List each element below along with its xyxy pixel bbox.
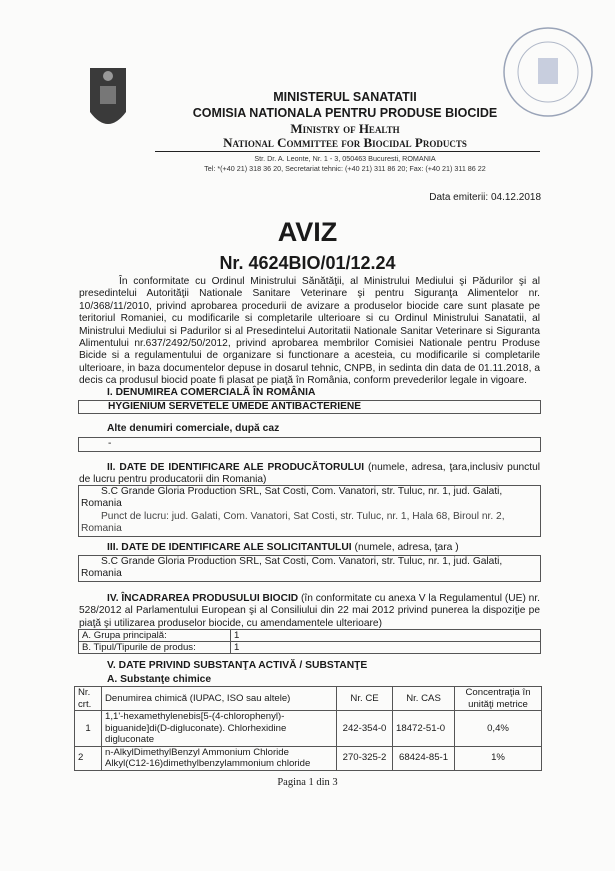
- document-title: AVIZ: [277, 217, 338, 247]
- other-names-heading: Alte denumiri comerciale, după caz: [107, 423, 280, 434]
- table-row: [79, 630, 541, 642]
- col-nr: Nr. crt.: [75, 687, 102, 711]
- cell-conc: 1%: [455, 746, 542, 770]
- section-4-note: (în conformitate cu anexa V la Regulamentul (UE) nr. 528/2012 al Parlamentului European şi al Consiliului din 22 mai 2012 privind punerea la dispoziţie pe piaţă şi utilizarea produselor biocide, cu amendamentele ulterioare): [79, 593, 540, 629]
- col-conc: Concentraţia în unităţi metrice: [455, 687, 542, 711]
- section-5-heading: V. DATE PRIVIND SUBSTANŢA ACTIVĂ / SUBSTANŢE: [107, 660, 368, 671]
- trade-name-box: HYGIENIUM SERVETELE UMEDE ANTIBACTERIENE: [78, 400, 541, 414]
- commission-ro: COMISIA NATIONALA PENTRU PRODUSE BIOCIDE: [192, 106, 498, 120]
- section-3-title: III. DATE DE IDENTIFICARE ALE SOLICITANTULUI: [107, 542, 352, 553]
- cell-value: 1: [231, 642, 541, 654]
- table-header-row: [75, 687, 542, 711]
- coat-of-arms-icon: [86, 64, 130, 136]
- col-name: Denumirea chimică (IUPAC, ISO sau altele): [102, 687, 337, 711]
- commission-en: National Committee for Biocidal Products: [223, 135, 467, 150]
- col-cas: Nr. CAS: [393, 687, 455, 711]
- cell-nr: 2: [75, 746, 102, 770]
- classification-table: [78, 629, 541, 654]
- applicant-box: [78, 555, 541, 582]
- header-divider: [155, 151, 540, 152]
- ministry-en: Ministry of Health: [290, 121, 400, 136]
- applicant-address: S.C Grande Gloria Production SRL, Sat Costi, Com. Vanatori, str. Tuluc, nr. 1, jud. Galati, Romania: [81, 556, 503, 580]
- document-number: Nr. 4624BIO/01/12.24: [219, 253, 396, 273]
- cell-label: A. Grupa principală:: [79, 630, 231, 642]
- section-4-heading: [79, 593, 540, 630]
- table-row: [75, 746, 542, 770]
- producer-address: S.C Grande Gloria Production SRL, Sat Costi, Com. Vanatori, str. Tuluc, nr. 1, jud. Galati, Romania: [81, 486, 503, 510]
- intro-paragraph: În conformitate cu Ordinul Ministrului Sănătăţii, al Ministrului Mediului şi Pădurilor şi al presedintelui Autorităţii Nationale Sanitare Veterinare şi pentru Siguranţa Alimentelor nr. 10/368/11/2010, privind aprobarea procedurii de avizare a produselor biocide care sunt plasate pe teritoriul Romaniei, cu modificarile si completarile ulterioare si cu Ordinul Ministrului Sanatatii, al Ministrului Mediului si Padurilor si al Presedintelui Autoritatii Nationale Sanitar Veterinare si Siguranta Alimentului nr.637/2492/50/2012, privind aprobarea membrilor Comisiei Nationale pentru Produse Bicide si a regulamentului de organizare si functionare a acesteia, cu modificarile si completarile ulterioare, in baza documentelor depuse in dosarul tehnic, CNPB, in sedinta din data de 01.11.2018, a decis ca produsul biocid poate fi plasat pe piaţă în România, conform prevederilor legale in vigoare.: [79, 276, 540, 387]
- issue-date: Data emiterii: 04.12.2018: [429, 192, 541, 203]
- cell-ce: 270-325-2: [337, 746, 393, 770]
- producer-workpoint: Punct de lucru: jud. Galati, Com. Vanatori, Sat Costi, str. Tuluc, nr. 1, Hala 68, Biroul nr. 2, Romania: [81, 510, 505, 535]
- other-names-box: -: [78, 437, 541, 452]
- address: Str. Dr. A. Leonte, Nr. 1 - 3, 050463 Bucuresti, ROMANIA: [254, 154, 436, 163]
- section-2-note: (numele, adresa, ţara,inclusiv punctul de lucru pentru producatorii din Romania): [79, 462, 541, 486]
- section-1-heading: I. DENUMIREA COMERCIALĂ ÎN ROMÂNIA: [107, 387, 316, 398]
- table-row: [79, 642, 541, 654]
- section-4-title: IV. ÎNCADRAREA PRODUSULUI BIOCID: [107, 593, 299, 604]
- cell-ce: 242-354-0: [337, 711, 393, 747]
- cell-nr: 1: [75, 711, 102, 747]
- section-5-sub: A. Substanţe chimice: [107, 674, 212, 685]
- cell-label: B. Tipul/Tipurile de produs:: [79, 642, 231, 654]
- cell-conc: 0,4%: [455, 711, 542, 747]
- page-number: Pagina 1 din 3: [277, 777, 338, 788]
- contact: Tel: *(+40 21) 318 36 20, Secretariat tehnic: (+40 21) 311 86 20; Fax: (+40 21) 311 86 22: [204, 164, 486, 173]
- cell-value: 1: [231, 630, 541, 642]
- producer-box: [78, 485, 541, 537]
- cell-cas: 18472-51-0: [393, 711, 455, 747]
- cell-name: 1,1'-hexamethylenebis[5-(4-chlorophenyl)-biguanide]di(D-digluconate). Chlorhexidine digluconate: [102, 711, 337, 747]
- cell-name: n-AlkylDimethylBenzyl Ammonium Chloride Alkyl(C12-16)dimethylbenzylammonium chloride: [102, 746, 337, 770]
- section-3-note: (numele, adresa, ţara ): [351, 542, 459, 553]
- section-2-heading: [79, 462, 540, 487]
- col-ce: Nr. CE: [337, 687, 393, 711]
- section-3-heading: [107, 542, 459, 553]
- table-row: [75, 711, 542, 747]
- section-2-title: II. DATE DE IDENTIFICARE ALE PRODUCĂTORULUI: [107, 462, 365, 473]
- ministry-ro: MINISTERUL SANATATII: [273, 90, 417, 104]
- cell-cas: 68424-85-1: [393, 746, 455, 770]
- active-substances-table: [74, 686, 542, 771]
